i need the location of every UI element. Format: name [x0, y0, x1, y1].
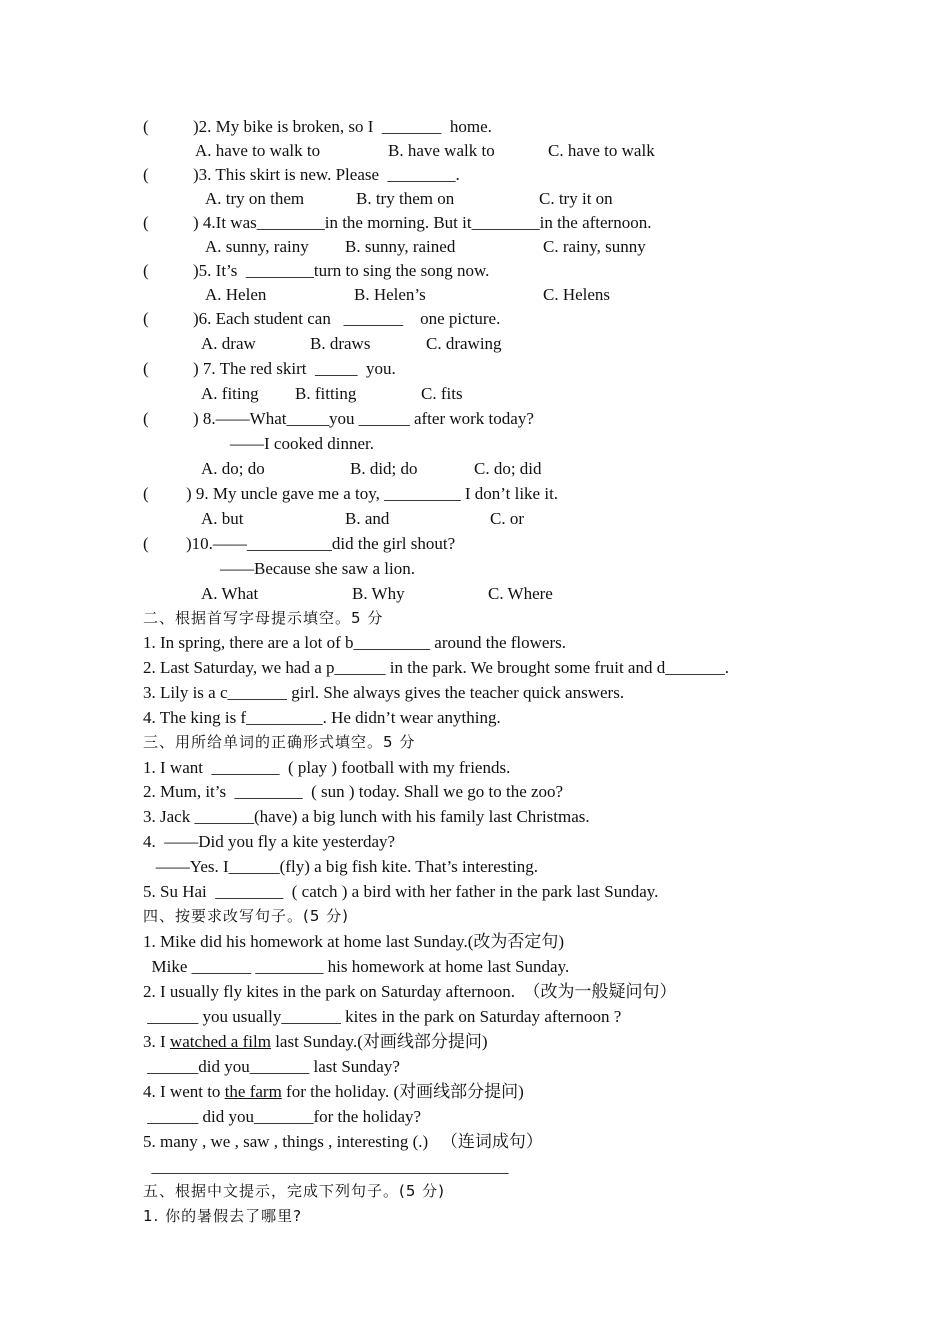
- option-b: B. try them on: [356, 189, 455, 208]
- section-heading-5: 五、根据中文提示，完成下列句子。(5 分): [143, 1182, 446, 1200]
- paren: (: [143, 309, 149, 328]
- option-c: C. fits: [421, 384, 463, 403]
- option-b: B. did; do: [350, 459, 418, 478]
- fill-item-1: 1. In spring, there are a lot of b_________ around the flowers.: [143, 633, 566, 652]
- option-c: C. have to walk: [548, 141, 655, 160]
- option-c: C. drawing: [426, 334, 502, 353]
- option-a: A. sunny, rainy: [205, 237, 309, 256]
- option-b: B. and: [345, 509, 390, 528]
- underlined-phrase: the farm: [224, 1082, 282, 1101]
- rewrite-2: 2. I usually fly kites in the park on Saturday afternoon. （改为一般疑问句）: [143, 982, 677, 1001]
- rewrite-5-answer: __________________________________________: [143, 1157, 509, 1176]
- option-b: B. Helen’s: [354, 285, 426, 304]
- question-6: )6. Each student can _______ one picture.: [193, 309, 501, 328]
- reply: ——I cooked dinner.: [230, 434, 374, 453]
- question-8: ) 8.——What_____you ______ after work today?: [193, 409, 534, 428]
- rewrite-4: [143, 1081, 524, 1103]
- rewrite-3: [143, 1031, 488, 1053]
- option-c: C. do; did: [474, 459, 542, 478]
- question-5: )5. It’s ________turn to sing the song now.: [193, 261, 490, 280]
- paren: (: [143, 409, 149, 428]
- paren: (: [143, 534, 149, 553]
- question-9: ) 9. My uncle gave me a toy, _________ I don’t like it.: [186, 484, 559, 503]
- option-b: B. Why: [352, 584, 405, 603]
- fill-item-3: 3. Lily is a c_______ girl. She always gives the teacher quick answers.: [143, 683, 625, 702]
- option-b: B. draws: [310, 334, 371, 353]
- option-a: A. Helen: [205, 285, 267, 304]
- underlined-phrase: watched a film: [169, 1032, 271, 1051]
- form-item-2: 2. Mum, it’s ________ ( sun ) today. Shall we go to the zoo?: [143, 782, 564, 801]
- option-a: A. draw: [201, 334, 256, 353]
- section-heading-2: 二、根据首写字母提示填空。5 分: [143, 609, 384, 627]
- paren: (: [143, 213, 149, 232]
- option-c: C. try it on: [539, 189, 613, 208]
- form-item-4: 4. ——Did you fly a kite yesterday?: [143, 832, 396, 851]
- rewrite-3-post: last Sunday.(对画线部分提问): [270, 1032, 488, 1051]
- option-b: B. fitting: [295, 384, 357, 403]
- fill-item-2: 2. Last Saturday, we had a p______ in the park. We brought some fruit and d_______.: [143, 658, 729, 677]
- rewrite-5: 5. many , we , saw , things , interesting (.) （连词成句）: [143, 1132, 543, 1151]
- option-c: C. Where: [488, 584, 553, 603]
- option-a: A. What: [201, 584, 259, 603]
- question-4: ) 4.It was________in the morning. But it________in the afternoon.: [193, 213, 652, 232]
- rewrite-1: 1. Mike did his homework at home last Sunday.(改为否定句): [143, 932, 565, 951]
- rewrite-4-post: for the holiday. (对画线部分提问): [281, 1082, 524, 1101]
- paren: (: [143, 165, 149, 184]
- form-item-5: 5. Su Hai ________ ( catch ) a bird with her father in the park last Sunday.: [143, 882, 659, 901]
- rewrite-1-answer: Mike _______ ________ his homework at home last Sunday.: [143, 957, 570, 976]
- paren: (: [143, 484, 149, 503]
- option-c: C. Helens: [543, 285, 611, 304]
- rewrite-4-answer: ______ did you_______for the holiday?: [143, 1107, 422, 1126]
- form-item-1: 1. I want ________ ( play ) football with my friends.: [143, 758, 511, 777]
- paren: (: [143, 359, 149, 378]
- translate-1: 1. 你的暑假去了哪里?: [143, 1207, 303, 1225]
- option-a: A. but: [201, 509, 244, 528]
- option-c: C. or: [490, 509, 524, 528]
- section-heading-4: 四、按要求改写句子。(5 分): [143, 907, 350, 925]
- form-item-4-reply: ——Yes. I______(fly) a big fish kite. That’s interesting.: [143, 857, 539, 876]
- question-3: )3. This skirt is new. Please ________.: [193, 165, 460, 184]
- rewrite-3-answer: ______did you_______ last Sunday?: [143, 1057, 400, 1076]
- option-c: C. rainy, sunny: [543, 237, 646, 256]
- form-item-3: 3. Jack _______(have) a big lunch with his family last Christmas.: [143, 807, 590, 826]
- fill-item-4: 4. The king is f_________. He didn’t wear anything.: [143, 708, 501, 727]
- option-a: A. do; do: [201, 459, 265, 478]
- rewrite-2-answer: ______ you usually_______ kites in the park on Saturday afternoon ?: [143, 1007, 622, 1026]
- option-a: A. fiting: [201, 384, 259, 403]
- reply: ——Because she saw a lion.: [220, 559, 415, 578]
- paren: (: [143, 261, 149, 280]
- section-heading-3: 三、用所给单词的正确形式填空。5 分: [143, 733, 416, 751]
- option-a: A. have to walk to: [195, 141, 321, 160]
- rewrite-3-pre: 3. I: [143, 1032, 170, 1051]
- question-10: )10.——__________did the girl shout?: [186, 534, 456, 553]
- option-a: A. try on them: [205, 189, 305, 208]
- rewrite-4-pre: 4. I went to: [143, 1082, 225, 1101]
- paren: (: [143, 117, 149, 136]
- question-2: )2. My bike is broken, so I _______ home.: [193, 117, 492, 136]
- question-7: ) 7. The red skirt _____ you.: [193, 359, 396, 378]
- option-b: B. have walk to: [388, 141, 495, 160]
- option-b: B. sunny, rained: [345, 237, 456, 256]
